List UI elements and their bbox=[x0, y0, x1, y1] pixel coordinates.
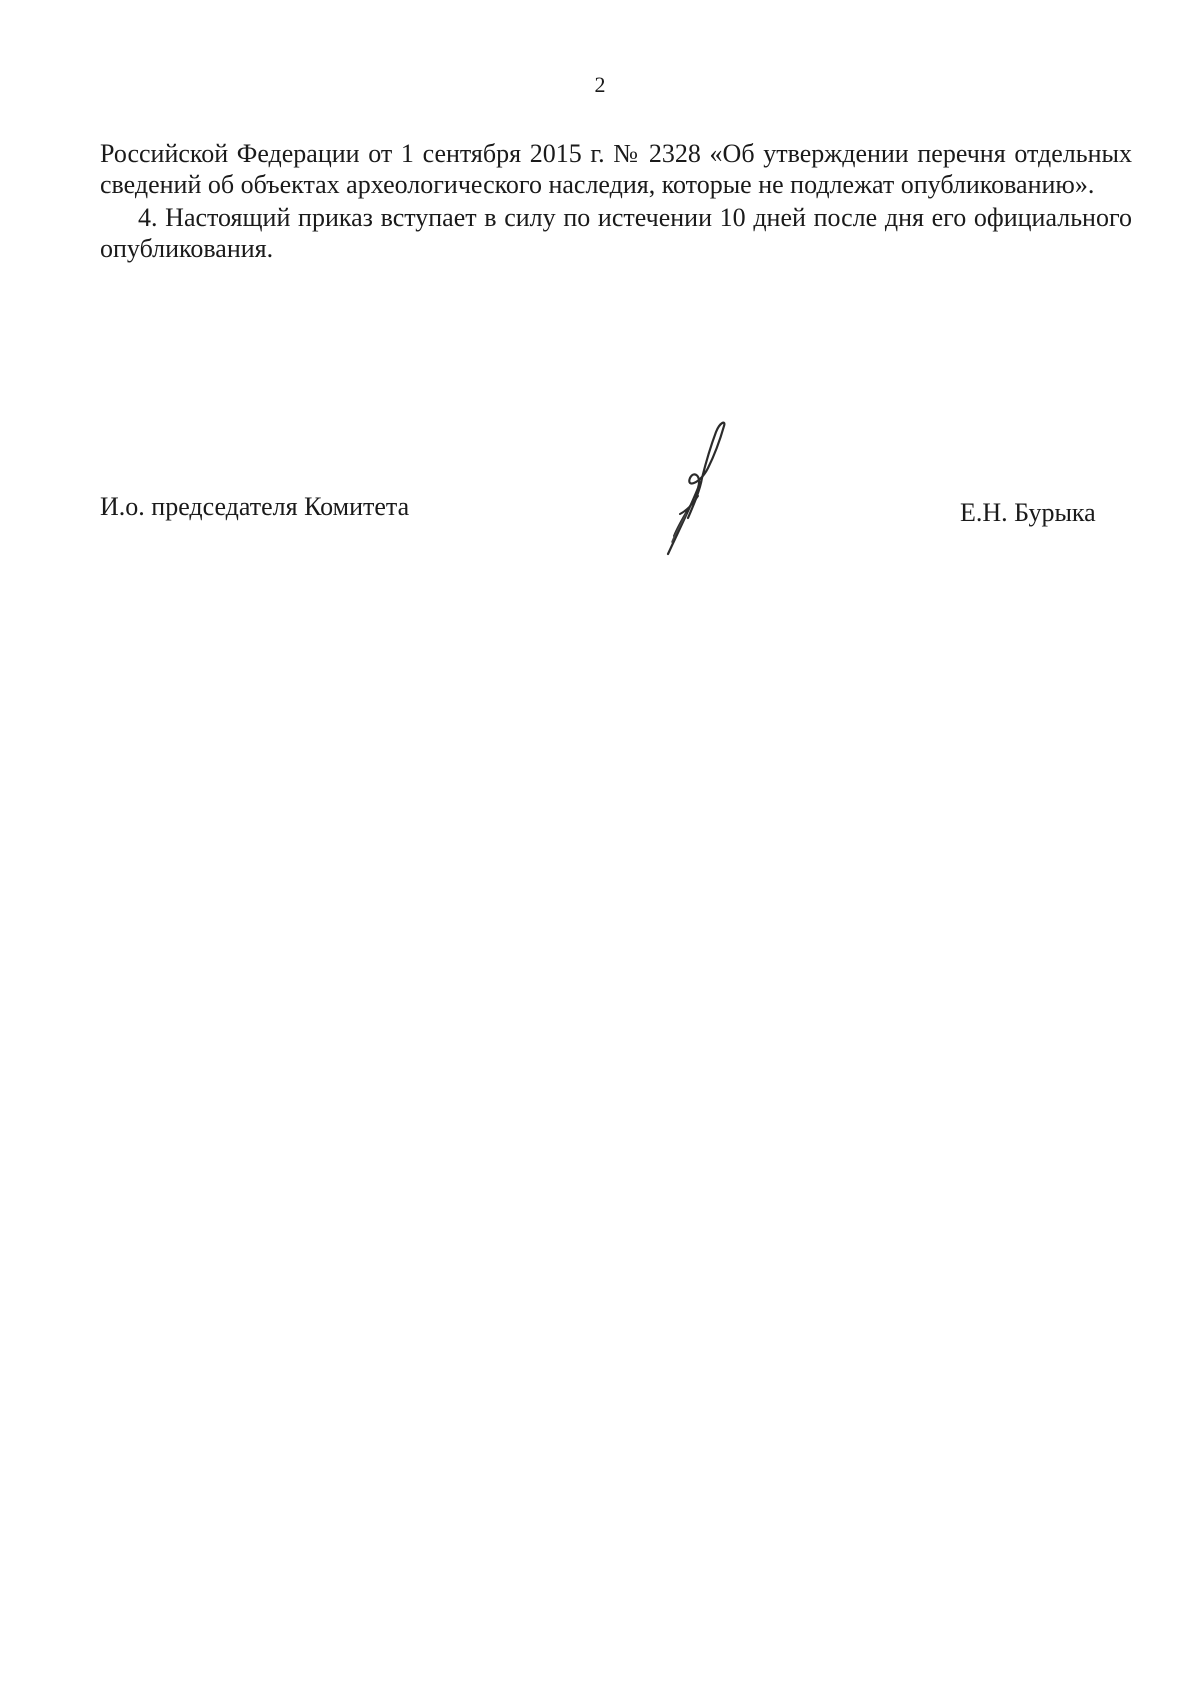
document-body bbox=[100, 138, 1132, 264]
signer-name: Е.Н. Бурыка bbox=[960, 498, 1096, 527]
paragraph-item-4: 4. Настоящий приказ вступает в силу по истечении 10 дней после дня его официального опубликования. bbox=[100, 203, 1132, 263]
handwritten-signature bbox=[650, 418, 760, 558]
signer-title: И.о. председателя Комитета bbox=[100, 492, 410, 521]
page-number: 2 bbox=[594, 72, 606, 97]
paragraph-continued: Российской Федерации от 1 сентября 2015 г. № 2328 «Об утверждении перечня отдельных сведений об объектах археологического наследия, которые не подлежат опубликованию». bbox=[100, 139, 1132, 199]
